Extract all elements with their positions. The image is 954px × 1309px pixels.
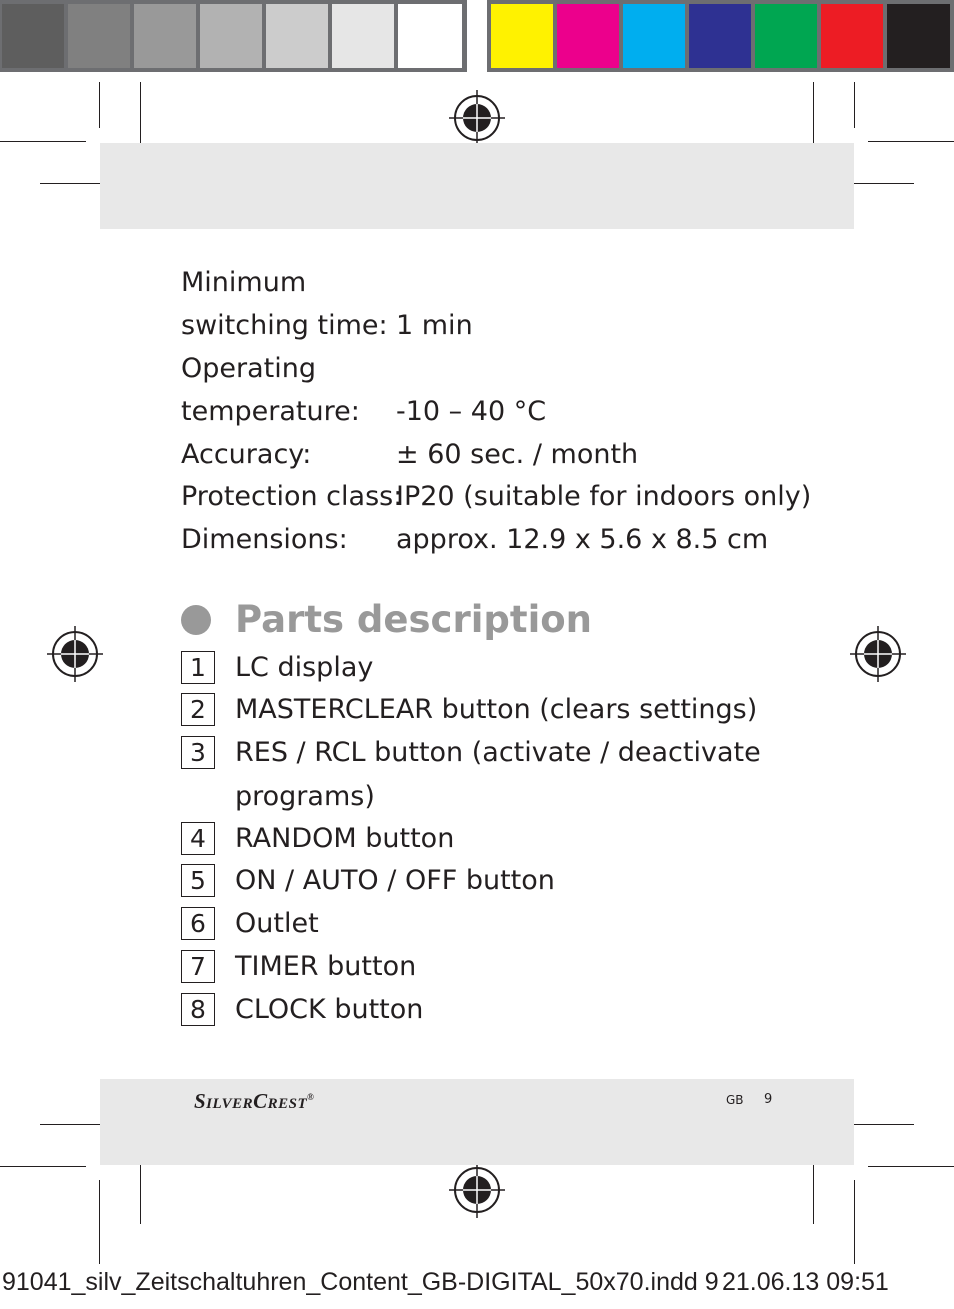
part-label: MASTERCLEAR button (clears settings) — [235, 694, 758, 725]
part-number: 8 — [181, 993, 215, 1026]
spec-label: temperature: — [181, 396, 360, 427]
spec-label: Accuracy: — [181, 439, 312, 470]
gray-swatch-2 — [68, 4, 130, 68]
language-code: GB — [726, 1093, 744, 1107]
gray-swatch-7 — [398, 4, 462, 68]
crop-mark — [868, 141, 954, 142]
registration-mark-icon — [47, 626, 103, 682]
part-number: 4 — [181, 822, 215, 855]
part-number: 7 — [181, 950, 215, 983]
header-band — [100, 143, 854, 229]
print-slug-filename: 91041_silv_Zeitschaltuhren_Content_GB-DIGITAL_50x70.indd 9 — [2, 1268, 719, 1296]
part-number: 2 — [181, 693, 215, 726]
color-swatch-black — [887, 4, 950, 68]
crop-mark — [854, 82, 855, 128]
gray-swatch-1 — [2, 4, 64, 68]
spec-value: ± 60 sec. / month — [396, 439, 639, 470]
registration-mark-icon — [850, 626, 906, 682]
crop-mark — [813, 82, 814, 152]
gray-swatch-6 — [332, 4, 394, 68]
crop-mark — [99, 82, 100, 128]
crop-mark — [868, 1166, 954, 1167]
color-swatch-magenta — [557, 4, 619, 68]
spec-value: approx. 12.9 x 5.6 x 8.5 cm — [396, 524, 769, 555]
crop-mark — [0, 141, 86, 142]
color-swatch-red — [821, 4, 883, 68]
section-bullet-icon — [181, 605, 211, 635]
part-number: 5 — [181, 864, 215, 897]
gray-scale-bar — [0, 0, 467, 72]
part-number: 3 — [181, 736, 215, 769]
page-number: 9 — [764, 1092, 773, 1107]
gray-swatch-4 — [200, 4, 262, 68]
part-label: CLOCK button — [235, 994, 424, 1025]
color-swatch-green — [755, 4, 817, 68]
crop-mark — [140, 82, 141, 152]
part-label-continued: programs) — [235, 781, 375, 812]
gray-swatch-3 — [134, 4, 196, 68]
spec-label: switching time: — [181, 310, 388, 341]
part-label: RANDOM button — [235, 823, 455, 854]
color-swatch-cyan — [623, 4, 685, 68]
spec-label: Protection class: — [181, 481, 403, 512]
part-label: RES / RCL button (activate / deactivate — [235, 737, 761, 768]
part-label: Outlet — [235, 908, 319, 939]
registration-mark-icon — [449, 1162, 505, 1218]
part-label: LC display — [235, 652, 374, 683]
registration-mark-icon — [449, 90, 505, 146]
part-label: TIMER button — [235, 951, 417, 982]
spec-value: -10 – 40 °C — [396, 396, 547, 427]
color-swatch-blue — [689, 4, 751, 68]
brand-logo — [194, 1089, 314, 1114]
print-slug-timestamp: 21.06.13 09:51 — [722, 1268, 889, 1296]
spec-label: Dimensions: — [181, 524, 348, 555]
brand-name: SilverCrest — [194, 1089, 308, 1113]
spec-label: Operating — [181, 353, 316, 384]
brand-registered-mark: ® — [307, 1092, 315, 1102]
part-number: 1 — [181, 651, 215, 684]
crop-mark — [0, 1166, 86, 1167]
color-scale-bar — [487, 0, 954, 72]
section-heading: Parts description — [235, 598, 593, 641]
spec-label: Minimum — [181, 267, 307, 298]
part-number: 6 — [181, 907, 215, 940]
part-label: ON / AUTO / OFF button — [235, 865, 555, 896]
crop-mark — [99, 1180, 100, 1264]
crop-mark — [854, 1180, 855, 1264]
spec-value: IP20 (suitable for indoors only) — [396, 481, 812, 512]
color-swatch-yellow — [491, 4, 553, 68]
gray-swatch-5 — [266, 4, 328, 68]
spec-value: 1 min — [396, 310, 473, 341]
